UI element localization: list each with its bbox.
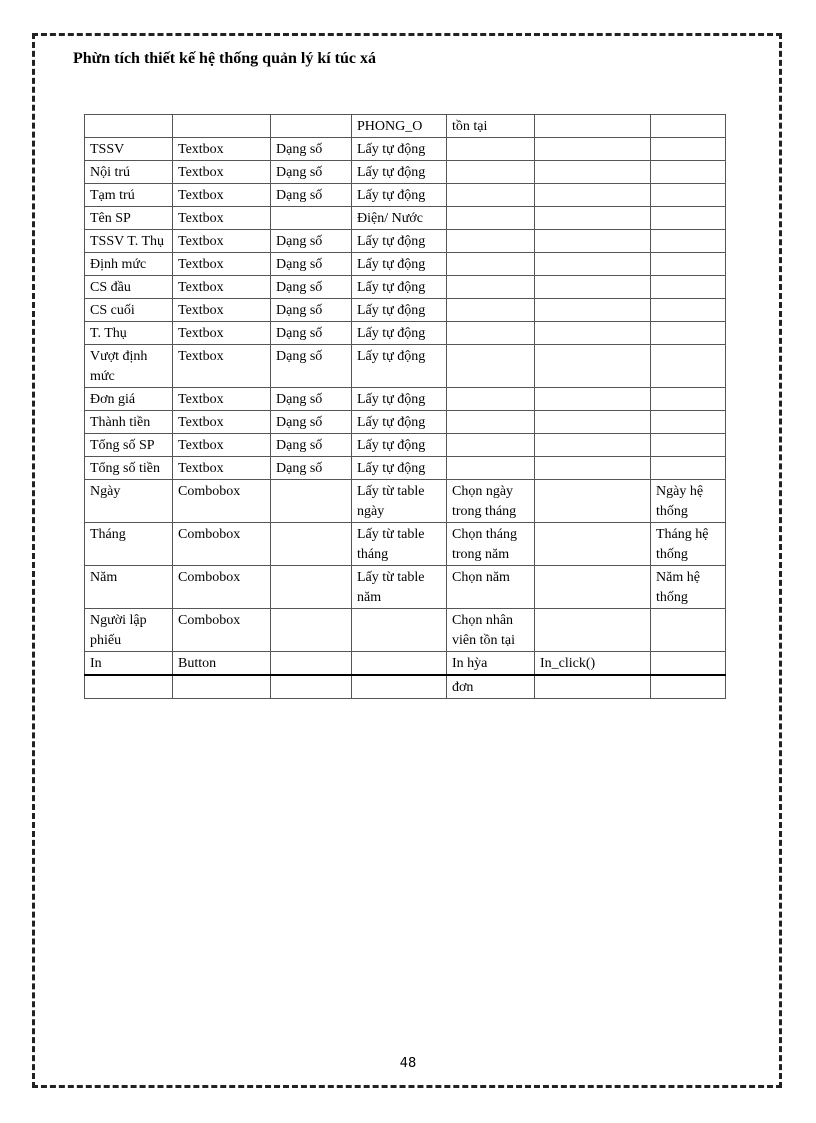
table-cell (535, 322, 651, 345)
table-cell: Năm (85, 566, 173, 609)
table-cell: CS đầu (85, 276, 173, 299)
table-cell: Dạng số (271, 345, 352, 388)
table-cell (651, 652, 726, 676)
table-cell: Dạng số (271, 138, 352, 161)
table-cell (85, 675, 173, 699)
table-cell: Người lập phiếu (85, 609, 173, 652)
table-row (85, 115, 726, 138)
table-cell: Tên SP (85, 207, 173, 230)
table-cell (447, 253, 535, 276)
table-cell (651, 345, 726, 388)
table-cell (651, 457, 726, 480)
table-cell: Combobox (173, 566, 271, 609)
table-cell: Lấy tự động (352, 184, 447, 207)
table-cell (535, 566, 651, 609)
table-row (85, 566, 726, 609)
table-row (85, 609, 726, 652)
table-cell (173, 675, 271, 699)
table-row (85, 276, 726, 299)
table-cell: T. Thụ (85, 322, 173, 345)
table-cell: Textbox (173, 299, 271, 322)
table-cell: Chọn tháng trong năm (447, 523, 535, 566)
page-number: 48 (399, 1056, 417, 1071)
spec-table (84, 114, 726, 699)
table-cell (651, 207, 726, 230)
table-cell (271, 566, 352, 609)
table-cell (447, 276, 535, 299)
table-row (85, 184, 726, 207)
table-cell: Textbox (173, 230, 271, 253)
table-cell: In hỳa (447, 652, 535, 676)
table-cell (447, 457, 535, 480)
table-cell (271, 675, 352, 699)
table-cell: Dạng số (271, 434, 352, 457)
table-cell (535, 138, 651, 161)
table-cell: Lấy tự động (352, 253, 447, 276)
table-cell: Dạng số (271, 184, 352, 207)
table-cell: Button (173, 652, 271, 676)
table-cell: Combobox (173, 480, 271, 523)
table-cell (535, 230, 651, 253)
table-row (85, 457, 726, 480)
table-cell: Textbox (173, 253, 271, 276)
table-cell (651, 609, 726, 652)
table-cell: Lấy từ table năm (352, 566, 447, 609)
table-cell: Textbox (173, 322, 271, 345)
table-cell: Dạng số (271, 457, 352, 480)
table-cell (651, 276, 726, 299)
table-cell: đơn (447, 675, 535, 699)
table-row (85, 345, 726, 388)
table-cell: Dạng số (271, 161, 352, 184)
table-cell (271, 480, 352, 523)
table-cell (535, 411, 651, 434)
table-cell: Textbox (173, 161, 271, 184)
table-cell: In (85, 652, 173, 676)
table-cell (271, 115, 352, 138)
table-cell: Tháng (85, 523, 173, 566)
table-cell: Lấy từ table tháng (352, 523, 447, 566)
table-cell (447, 299, 535, 322)
table-cell (535, 434, 651, 457)
table-cell (651, 115, 726, 138)
table-cell: TSSV T. Thụ (85, 230, 173, 253)
table-cell (447, 345, 535, 388)
table-cell: Dạng số (271, 253, 352, 276)
table-row (85, 253, 726, 276)
table-cell (271, 652, 352, 676)
table-cell: Lấy tự động (352, 457, 447, 480)
table-cell: Chọn năm (447, 566, 535, 609)
table-cell (651, 184, 726, 207)
table-cell (447, 207, 535, 230)
table-cell (535, 184, 651, 207)
table-cell (447, 434, 535, 457)
table-cell: Lấy tự động (352, 434, 447, 457)
table-cell: Dạng số (271, 299, 352, 322)
table-row (85, 675, 726, 699)
table-row (85, 434, 726, 457)
table-cell (447, 411, 535, 434)
table-row (85, 388, 726, 411)
table-cell: PHONG_O (352, 115, 447, 138)
table-cell (535, 388, 651, 411)
table-cell (651, 434, 726, 457)
page-title: Phừn tích thiết kế hệ thống quản lý kí túc xá (73, 50, 376, 67)
table-cell (535, 480, 651, 523)
table-cell: Lấy tự động (352, 138, 447, 161)
table-cell (447, 322, 535, 345)
table-cell: Tổng số tiền (85, 457, 173, 480)
table-cell: Lấy tự động (352, 388, 447, 411)
table-row (85, 411, 726, 434)
table-cell (535, 207, 651, 230)
table-row (85, 161, 726, 184)
table-cell (651, 253, 726, 276)
table-row (85, 230, 726, 253)
table-cell (352, 609, 447, 652)
table-row (85, 207, 726, 230)
table-cell (352, 652, 447, 676)
table-cell (271, 207, 352, 230)
table-cell: Tổng số SP (85, 434, 173, 457)
table-cell (651, 675, 726, 699)
table-cell (535, 523, 651, 566)
table-cell: Combobox (173, 609, 271, 652)
table-cell: Nội trú (85, 161, 173, 184)
table-cell (352, 675, 447, 699)
table-cell: Ngày (85, 480, 173, 523)
table-cell: Textbox (173, 184, 271, 207)
table-cell: Lấy tự động (352, 411, 447, 434)
table-cell: Lấy tự động (352, 299, 447, 322)
table-cell (85, 115, 173, 138)
table-cell: Textbox (173, 138, 271, 161)
table-cell (535, 253, 651, 276)
table-cell: Dạng số (271, 322, 352, 345)
table-cell: Vượt định mức (85, 345, 173, 388)
table-cell: Lấy tự động (352, 276, 447, 299)
table-cell: Textbox (173, 276, 271, 299)
table-cell: Định mức (85, 253, 173, 276)
table-row (85, 322, 726, 345)
table-cell: Chọn ngày trong tháng (447, 480, 535, 523)
table-cell: CS cuối (85, 299, 173, 322)
table-cell (447, 161, 535, 184)
table-cell: Điện/ Nước (352, 207, 447, 230)
table-cell: Dạng số (271, 388, 352, 411)
table-cell (651, 138, 726, 161)
table-cell: Lấy tự động (352, 230, 447, 253)
table-cell (535, 609, 651, 652)
table-cell: Textbox (173, 457, 271, 480)
table-cell (535, 675, 651, 699)
table-cell: Textbox (173, 345, 271, 388)
table-cell (447, 138, 535, 161)
table-cell: Chọn nhân viên tồn tại (447, 609, 535, 652)
table-row (85, 652, 726, 676)
table-row (85, 138, 726, 161)
table-cell: Combobox (173, 523, 271, 566)
table-cell: Lấy tự động (352, 161, 447, 184)
table-cell (535, 299, 651, 322)
table-cell: Lấy từ table ngày (352, 480, 447, 523)
table-cell: Năm hệ thống (651, 566, 726, 609)
table-cell (651, 388, 726, 411)
table-cell (447, 388, 535, 411)
table-cell: TSSV (85, 138, 173, 161)
table-cell: Dạng số (271, 276, 352, 299)
table-cell: In_click() (535, 652, 651, 676)
table-row (85, 480, 726, 523)
table-cell: Textbox (173, 434, 271, 457)
table-cell (651, 299, 726, 322)
table-cell (535, 161, 651, 184)
table-cell (447, 184, 535, 207)
table-cell: tồn tại (447, 115, 535, 138)
table-cell (173, 115, 271, 138)
table-row (85, 299, 726, 322)
table-cell (535, 115, 651, 138)
table-cell (651, 230, 726, 253)
table-cell: Textbox (173, 411, 271, 434)
table-cell (271, 609, 352, 652)
table-cell: Textbox (173, 207, 271, 230)
table-cell (447, 230, 535, 253)
table-cell (535, 457, 651, 480)
table-cell (651, 322, 726, 345)
table-cell: Thành tiền (85, 411, 173, 434)
table-cell (271, 523, 352, 566)
table-cell (651, 411, 726, 434)
table-cell: Ngày hệ thống (651, 480, 726, 523)
table-cell: Dạng số (271, 411, 352, 434)
table-cell: Tháng hệ thống (651, 523, 726, 566)
table-cell (535, 276, 651, 299)
table-cell: Dạng số (271, 230, 352, 253)
table-cell (535, 345, 651, 388)
table-cell: Lấy tự động (352, 345, 447, 388)
table-cell: Tạm trú (85, 184, 173, 207)
table-cell: Textbox (173, 388, 271, 411)
table-cell (651, 161, 726, 184)
table-cell: Đơn giá (85, 388, 173, 411)
table-cell: Lấy tự động (352, 322, 447, 345)
table-row (85, 523, 726, 566)
